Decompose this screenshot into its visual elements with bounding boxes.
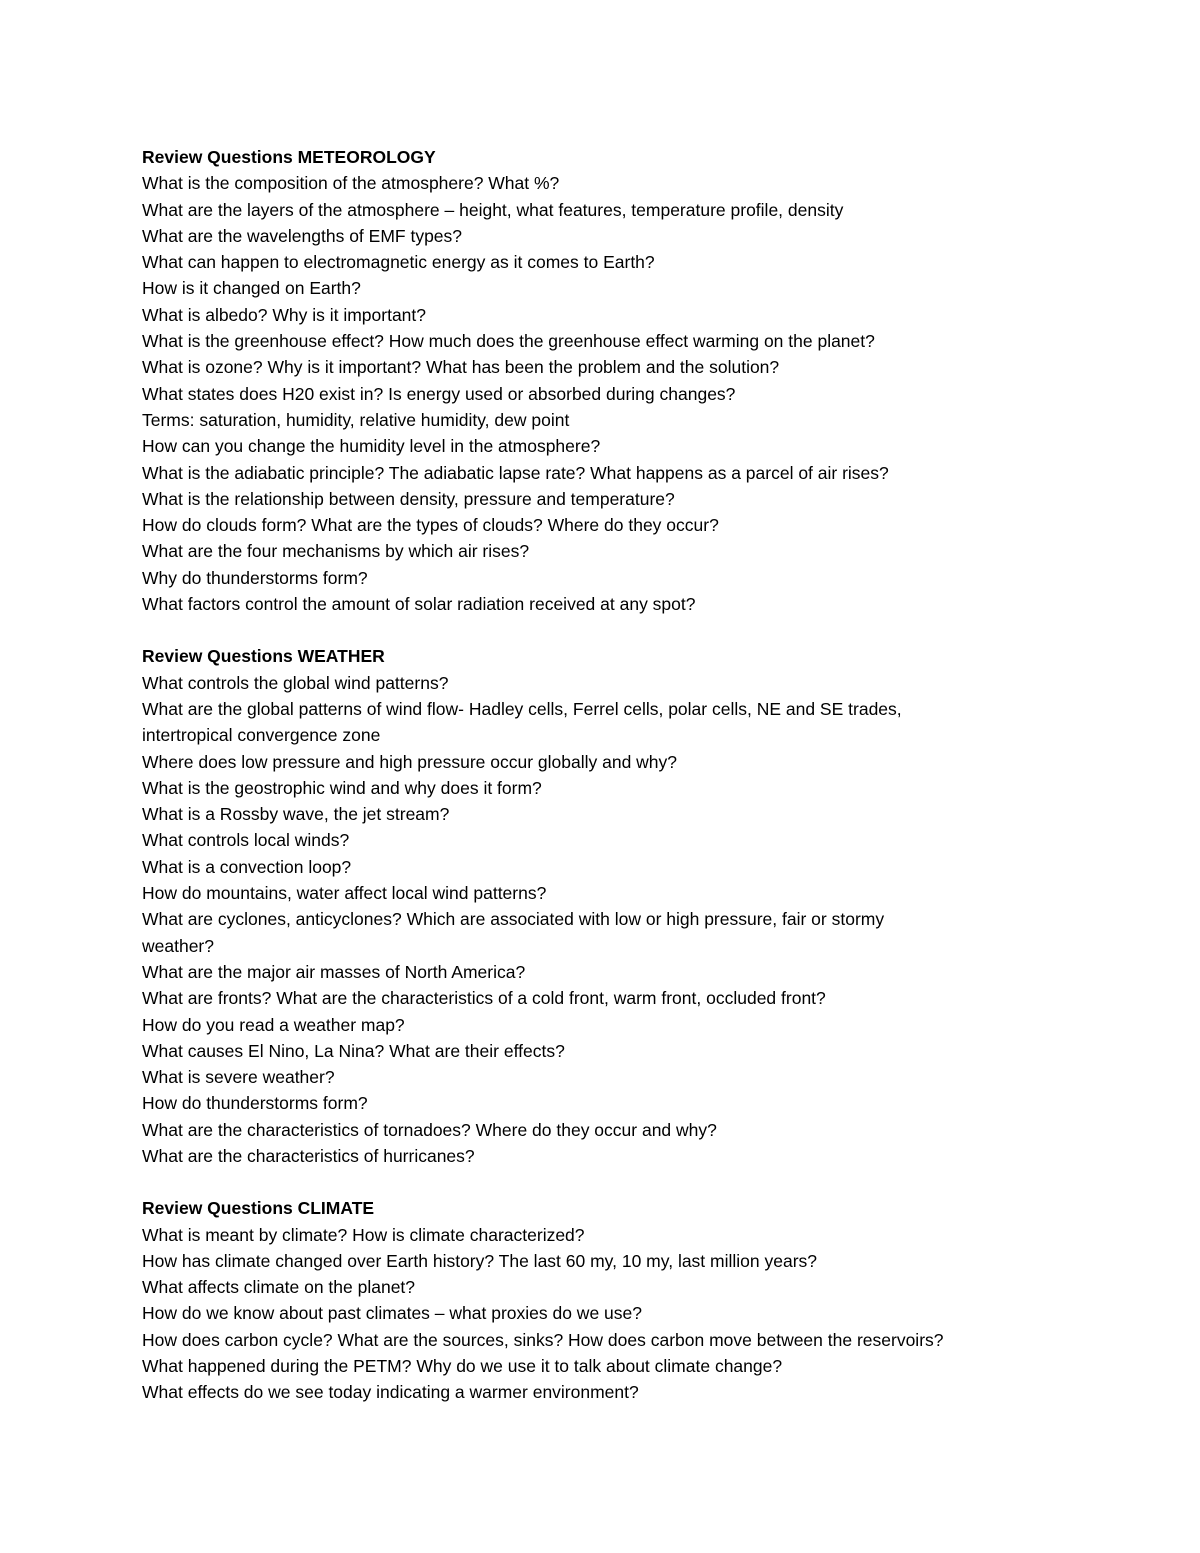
- section-meteorology: [142, 144, 1142, 617]
- question-line: What is albedo? Why is it important?: [142, 304, 427, 325]
- question-line: What is the composition of the atmosphere? What %?: [142, 173, 560, 194]
- question-line: What are fronts? What are the characteristics of a cold front, warm front, occluded front?: [142, 988, 826, 1009]
- question-line: How has climate changed over Earth history? The last 60 my, 10 my, last million years?: [142, 1250, 818, 1271]
- question-line: What is the geostrophic wind and why does it form?: [142, 777, 542, 798]
- question-line: What are the major air masses of North America?: [142, 961, 526, 982]
- question-line: How does carbon cycle? What are the sources, sinks? How does carbon move between the reservoirs?: [142, 1329, 944, 1350]
- question-line: What affects climate on the planet?: [142, 1277, 416, 1298]
- question-line: What are cyclones, anticyclones? Which are associated with low or high pressure, fair or stormy: [142, 909, 885, 930]
- question-line: What are the layers of the atmosphere – height, what features, temperature profile, density: [142, 199, 844, 220]
- question-line: Terms: saturation, humidity, relative humidity, dew point: [142, 409, 570, 430]
- question-line: What states does H20 exist in? Is energy used or absorbed during changes?: [142, 383, 736, 404]
- question-line: What are the four mechanisms by which air rises?: [142, 541, 530, 562]
- section-heading: Review Questions CLIMATE: [142, 1198, 375, 1219]
- question-line: What is ozone? Why is it important? What has been the problem and the solution?: [142, 357, 780, 378]
- question-line: What is the greenhouse effect? How much does the greenhouse effect warming on the planet?: [142, 331, 875, 352]
- question-line: intertropical convergence zone: [142, 725, 381, 746]
- question-line: Where does low pressure and high pressure occur globally and why?: [142, 751, 678, 772]
- question-line: What controls the global wind patterns?: [142, 672, 449, 693]
- question-line: What can happen to electromagnetic energy as it comes to Earth?: [142, 252, 655, 273]
- question-line: What are the characteristics of tornadoes? Where do they occur and why?: [142, 1119, 717, 1140]
- question-line: How do clouds form? What are the types of clouds? Where do they occur?: [142, 515, 719, 536]
- question-line: weather?: [142, 935, 214, 956]
- question-line: Why do thunderstorms form?: [142, 567, 368, 588]
- question-line: How is it changed on Earth?: [142, 278, 361, 299]
- question-line: How do mountains, water affect local wind patterns?: [142, 883, 547, 904]
- question-line: What causes El Nino, La Nina? What are their effects?: [142, 1040, 565, 1061]
- section-heading: Review Questions METEOROLOGY: [142, 147, 436, 167]
- question-line: How do thunderstorms form?: [142, 1093, 368, 1114]
- question-line: What are the characteristics of hurricanes?: [142, 1145, 475, 1166]
- document-page: [142, 144, 1142, 1406]
- question-line: What is the adiabatic principle? The adiabatic lapse rate? What happens as a parcel of air rises?: [142, 462, 889, 483]
- section-heading: Review Questions WEATHER: [142, 646, 385, 667]
- question-line: How do you read a weather map?: [142, 1014, 405, 1035]
- question-line: What is meant by climate? How is climate characterized?: [142, 1224, 585, 1245]
- question-line: What is a Rossby wave, the jet stream?: [142, 804, 450, 825]
- question-line: What controls local winds?: [142, 830, 350, 851]
- question-line: What are the global patterns of wind flow- Hadley cells, Ferrel cells, polar cells, NE and SE trades,: [142, 698, 902, 719]
- section-weather: [142, 643, 1142, 1169]
- question-line: What is a convection loop?: [142, 856, 352, 877]
- question-line: What happened during the PETM? Why do we use it to talk about climate change?: [142, 1356, 783, 1377]
- question-line: What is the relationship between density, pressure and temperature?: [142, 488, 675, 509]
- question-line: What factors control the amount of solar radiation received at any spot?: [142, 594, 696, 615]
- question-line: What is severe weather?: [142, 1067, 335, 1088]
- question-line: What effects do we see today indicating a warmer environment?: [142, 1382, 639, 1403]
- question-line: What are the wavelengths of EMF types?: [142, 225, 463, 246]
- question-line: How do we know about past climates – what proxies do we use?: [142, 1303, 642, 1324]
- section-climate: [142, 1195, 1142, 1405]
- question-line: How can you change the humidity level in the atmosphere?: [142, 436, 601, 457]
